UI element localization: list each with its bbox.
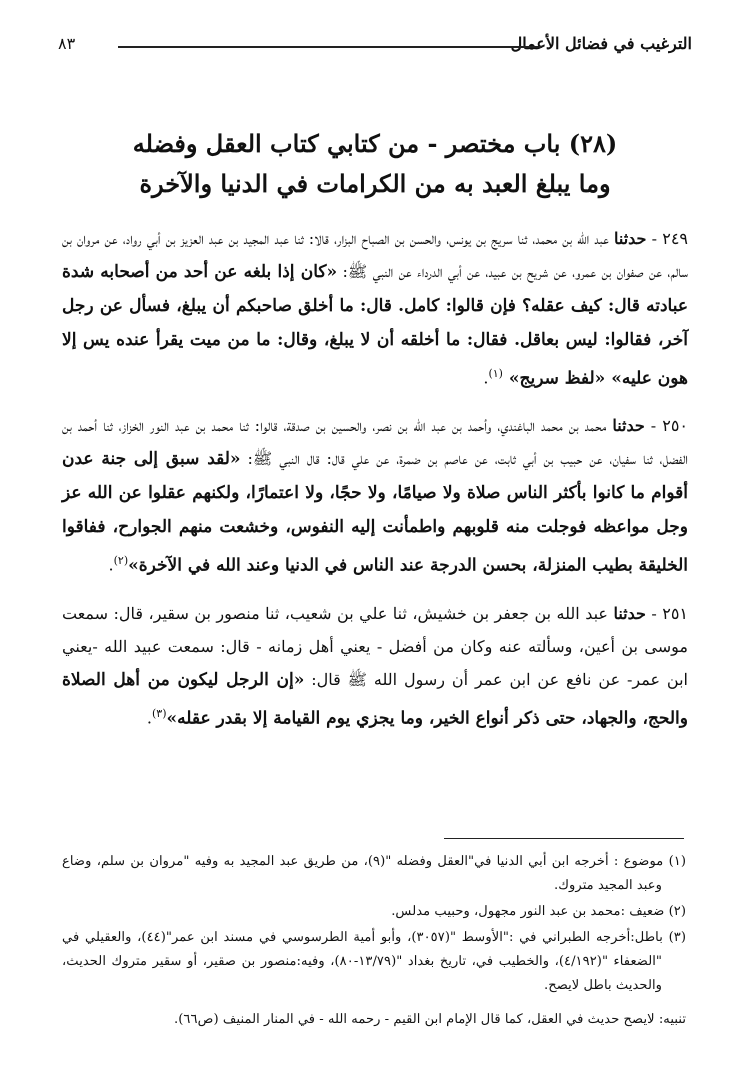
hadith-number: ٢٥٠ -: [644, 416, 689, 436]
hadith-251: ٢٥١ - حدثنا عبد الله بن جعفر بن خشيش، ثنا علي بن شعيب، ثنا منصور بن سقير، قال: سمعت موسى بن أعين، وسألته عنه وكان من أفضل - يعني أهل زمانه - قال: سمعت عبيد الله -يعني ابن عمر- عن نافع عن ابن عمر أن رسول الله ﷺ قال: «إن الرجل ليكون من أهل الصلاة والحج، والجهاد، حتى ذكر أنواع الخير، وما يجزي يوم القيامة إلا بقدر عقله»$^{(٣)}$.: [62, 603, 688, 728]
hadith-chain: محمد بن محمد الباغندي، وأحمد بن عبد الله بن نصر، والحسين بن صدقة، قالوا: ثنا محمد بن عبد النور الخزاز، ثنا أحمد بن الفضل، ثنا سفيان، عن حبيب بن أبي ثابت، عن عاصم بن ضمرة، عن علي قال: قال النبي ﷺ:: [62, 416, 688, 469]
editor-note: تنبيه: لايصح حديث في العقل، كما قال الإمام ابن القيم - رحمه الله - في المنار المنيف (ص٦٦).: [174, 1012, 686, 1027]
footnote-ref[interactable]: (٣): [151, 706, 167, 720]
hadith-250: ٢٥٠ - حدثنا محمد بن محمد الباغندي، وأحمد بن عبد الله بن نصر، والحسين بن صدقة، قالوا: ثنا محمد بن عبد النور الخزاز، ثنا أحمد بن الفضل، ثنا سفيان، عن حبيب بن أبي ثابت، عن عاصم بن ضمرة، عن علي قال: قال النبي ﷺ: «لقد سبق إلى جنة عدن أقوام ما كانوا بأكثر الناس صلاة ولا صيامًا، ولا حجًا، ولا اعتمارًا، ولكنهم عقلوا عن الله عز وجل مواعظه فوجلت منه قلوبهم واطمأنت إليه النفوس، وخشعت منهم الجوارح، ففاقوا الخليقة بطيب المنزلة، بحسن الدرجة عند الناس في الدنيا وعند الله في الآخرة»$^{(٢)}$.: [62, 416, 689, 576]
hadith-chain: عبد الله بن جعفر بن خشيش، ثنا علي بن شعيب، ثنا منصور بن سقير، قال: سمعت موسى بن أعين، وسألته عنه وكان من أفضل - يعني أهل زمانه - قال: سمعت عبيد الله -يعني ابن عمر- عن نافع عن ابن عمر أن رسول الله ﷺ قال:: [62, 603, 688, 689]
hadith-chain: عبد الله بن محمد، ثنا سريج بن يونس، والحسن بن الصباح البزار، قالا: ثنا عبد المجيد بن عبد العزيز بن أبي رواد، عن مروان بن سالم، عن صفوان بن عمرو، عن شريح بن عبيد، عن أبي الدرداء عن النبي ﷺ:: [62, 229, 689, 281]
hadith-249: ٢٤٩ - حدثنا عبد الله بن محمد، ثنا سريج بن يونس، والحسن بن الصباح البزار، قالا: ثنا عبد المجيد بن عبد العزيز بن أبي رواد، عن مروان بن سالم، عن صفوان بن عمرو، عن شريح بن عبيد، عن أبي الدرداء عن النبي ﷺ: «كان إذا بلغه عن أحد من أصحابه شدة عبادته قال: كيف عقله؟ فإن قالوا: كامل. قال: ما أخلق صاحبكم أن يبلغ، فسأل عن رجل آخر، فقالوا: ليس بعاقل. فقال: ما أخلقه أن لا يبلغ، وقال: ما من ميت يقرأ عنده يس إلا هون عليه» «لفظ سريج» $^{(١)}$.: [62, 229, 689, 389]
hadith-matn: «كان إذا بلغه عن أحد من أصحابه شدة عبادته قال: كيف عقله؟ فإن قالوا: كامل. قال: ما أخلق صاحبكم أن يبلغ، فسأل عن رجل آخر، فقالوا: ليس بعاقل. فقال: ما أخلقه أن لا يبلغ، وقال: ما من ميت يقرأ عنده يس إلا هون عليه» «لفظ سريج»: [62, 262, 688, 389]
hadith-matn: «لقد سبق إلى جنة عدن أقوام ما كانوا بأكثر الناس صلاة ولا صيامًا، ولا حجًا، ولا اعتمارًا، ولكنهم عقلوا عن الله عز وجل مواعظه فوجلت منه قلوبهم واطمأنت إليه النفوس، وخشعت منهم الجوارح، ففاقوا الخليقة بطيب المنزلة، بحسن الدرجة عند الناس في الدنيا وعند الله في الآخرة»: [62, 449, 688, 576]
footnote-ref[interactable]: (٢): [113, 554, 129, 568]
main-text: [62, 222, 688, 749]
footnotes: [62, 850, 686, 1045]
footnote-3: (٣) باطل:أخرجه الطبراني في :"الأوسط "(٣٠٥٧)، وأبو أمية الطرسوسي في مسند ابن عمر"(٤٤)، والعقيلي في "الضعفاء "(٤/١٩٢)، والخطيب في، تاريخ بغداد "(١٣/٧٩-٨٠)، وفيه:منصور بن صقير، أو سقير متروك الحديث، والحديث باطل لايصح.: [62, 930, 686, 993]
running-header: [58, 34, 692, 58]
hadith-matn: «إن الرجل ليكون من أهل الصلاة والحج، والجهاد، حتى ذكر أنواع الخير، وما يجزي يوم القيامة إلا بقدر عقله»: [62, 669, 688, 728]
chapter-title: [60, 124, 690, 204]
footnote-1: (١) موضوع : أخرجه ابن أبي الدنيا في"العقل وفضله "(٩)، من طريق عبد المجيد به وفيه "مروان بن سلم، وضاع وعبد المجيد متروك.: [62, 854, 686, 893]
hadith-number: ٢٤٩ -: [646, 229, 688, 248]
footnote-2: (٢) ضعيف :محمد بن عبد النور مجهول، وحبيب مدلس.: [391, 904, 686, 919]
hadith-lead: حدثنا: [613, 603, 646, 623]
footnote-rule: [444, 838, 684, 839]
header-rule: [118, 46, 542, 48]
hadith-lead: حدثنا: [614, 229, 647, 248]
chapter-title-line-1: (٢٨) باب مختصر - من كتابي كتاب العقل وفضله: [132, 129, 618, 158]
chapter-title-line-2: وما يبلغ العبد به من الكرامات في الدنيا والآخرة: [139, 169, 611, 198]
running-title: الترغيب في فضائل الأعمال: [510, 34, 692, 53]
page-number: ٨٣: [58, 34, 76, 53]
hadith-number: ٢٥١ -: [645, 603, 688, 623]
hadith-lead: حدثنا: [612, 416, 645, 436]
footnote-ref[interactable]: (١): [488, 367, 503, 380]
